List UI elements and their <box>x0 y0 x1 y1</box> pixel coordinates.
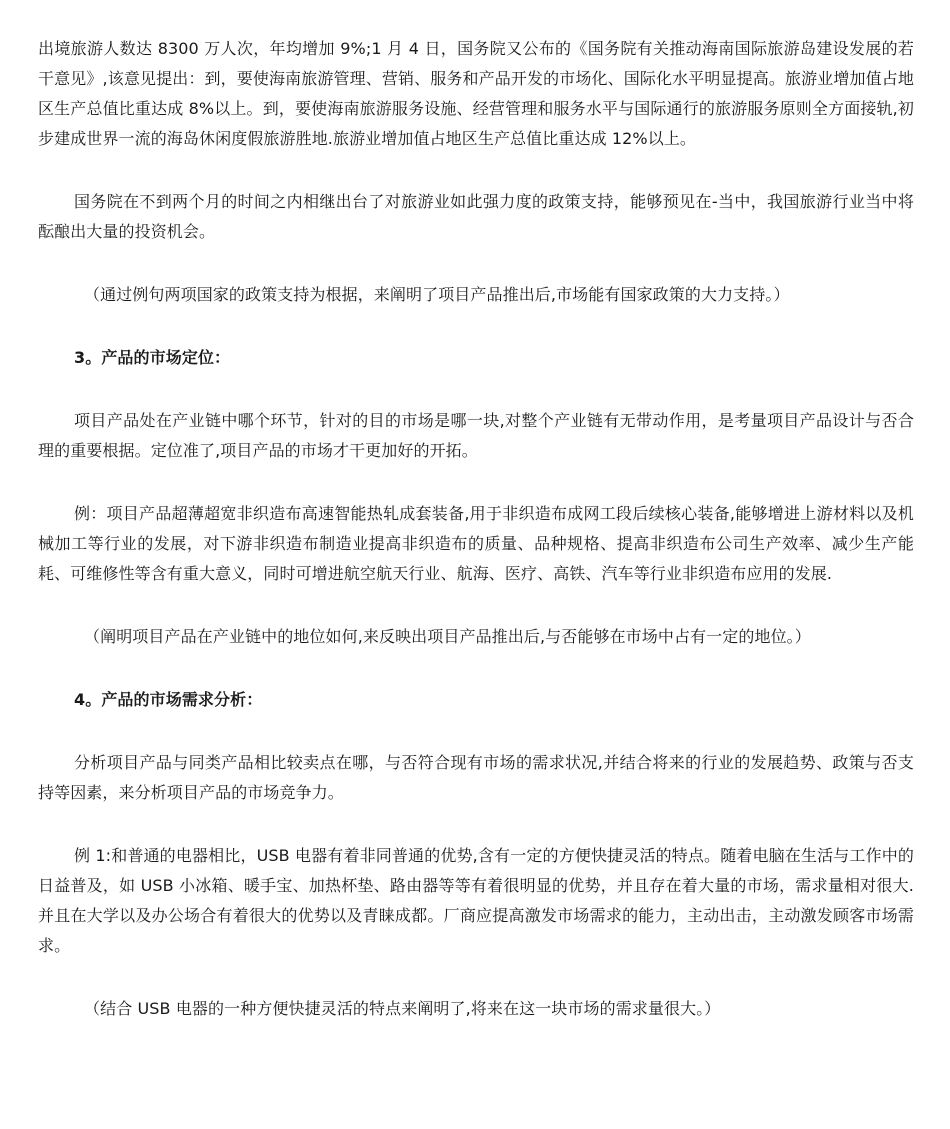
paragraph-tourism-policy: 出境旅游人数达 8300 万人次，年均增加 9%;1 月 4 日，国务院又公布的《国务院有关推动海南国际旅游岛建设发展的若干意见》,该意见提出：到，要使海南旅游管理、营销、服务和产品开发的市场化、国际化水平明显提高。旅游业增加值占地区生产总值比重达成 8%以上。到，要使海南旅游服务设施、经营管理和服务水平与国际通行的旅游服务原则全方面接轨,初步建成世界一流的海岛休闲度假旅游胜地.旅游业增加值占地区生产总值比重达成 12%以上。 <box>38 39 914 148</box>
note-industry-position: （阐明项目产品在产业链中的地位如何,来反映出项目产品推出后,与否能够在市场中占有一定的地位。） <box>84 627 811 646</box>
paragraph-investment-opportunity: 国务院在不到两个月的时间之内相继出台了对旅游业如此强力度的政策支持，能够预见在-当中，我国旅游行业当中将酝酿出大量的投资机会。 <box>38 192 914 241</box>
note-policy-support: （通过例句两项国家的政策支持为根据，来阐明了项目产品推出后,市场能有国家政策的大力支持。） <box>84 285 790 304</box>
heading-market-positioning: 3。产品的市场定位： <box>74 348 231 367</box>
heading-market-demand: 4。产品的市场需求分析： <box>74 690 263 709</box>
paragraph-demand-analysis: 分析项目产品与同类产品相比较卖点在哪，与否符合现有市场的需求状况,并结合将来的行业的发展趋势、政策与否支持等因素，来分析项目产品的市场竞争力。 <box>38 753 914 802</box>
paragraph-industry-chain: 项目产品处在产业链中哪个环节，针对的目的市场是哪一块,对整个产业链有无带动作用，是考量项目产品设计与否合理的重要根据。定位准了,项目产品的市场才干更加好的开拓。 <box>38 411 914 460</box>
note-usb-demand: （结合 USB 电器的一种方便快捷灵活的特点来阐明了,将来在这一块市场的需求量很大。） <box>84 999 721 1018</box>
paragraph-example-usb: 例 1:和普通的电器相比，USB 电器有着非同普通的优势,含有一定的方便快捷灵活的特点。随着电脑在生活与工作中的日益普及，如 USB 小冰箱、暖手宝、加热杯垫、路由器等等有着很明显的优势，并且存在着大量的市场，需求量相对很大.并且在大学以及办公场合有着很大的优势以及青睐成都。厂商应提高激发市场需求的能力，主动出击，主动激发顾客市场需求。 <box>38 846 914 955</box>
document-page <box>38 34 914 1024</box>
paragraph-example-equipment: 例：项目产品超薄超宽非织造布高速智能热轧成套装备,用于非织造布成网工段后续核心装备,能够增进上游材料以及机械加工等行业的发展，对下游非织造布制造业提高非织造布的质量、品种规格、提高非织造布公司生产效率、减少生产能耗、可维修性等含有重大意义，同时可增进航空航天行业、航海、医疗、高铁、汽车等行业非织造布应用的发展. <box>38 504 914 583</box>
